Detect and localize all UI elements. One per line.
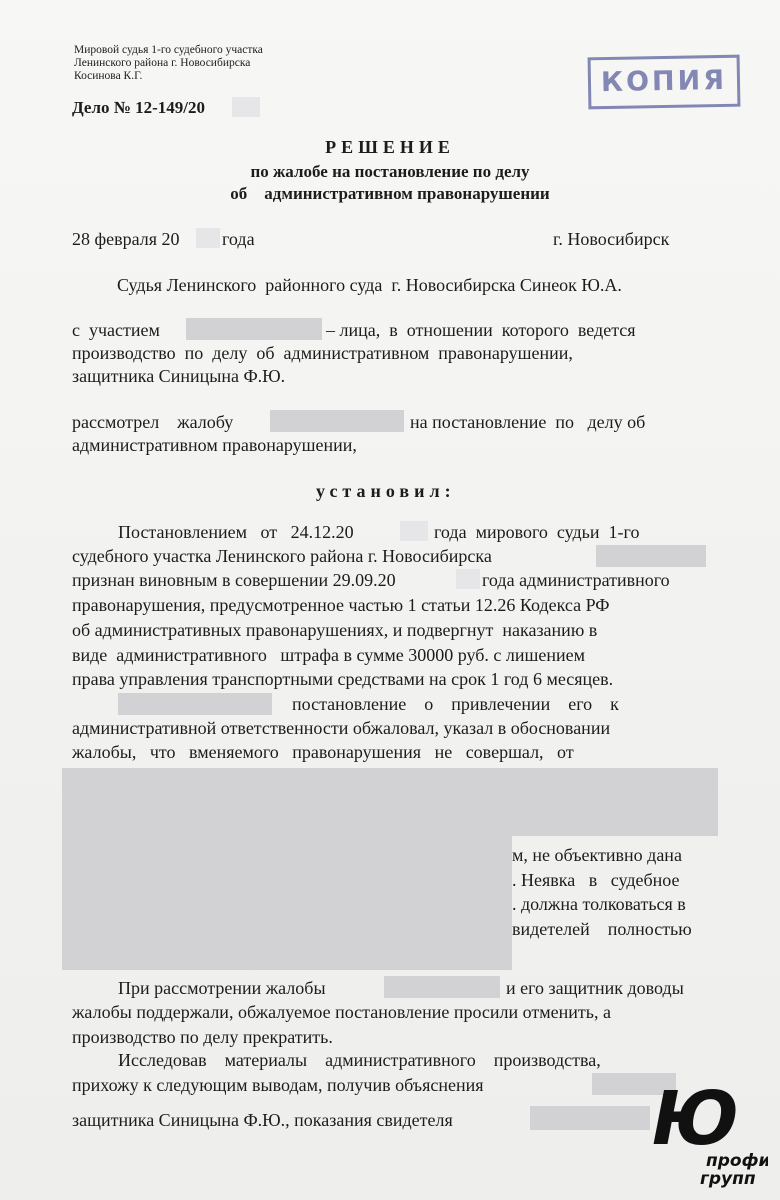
body-fragment: м, не объективно дана: [512, 845, 682, 865]
document-title: РЕШЕНИЕ: [325, 137, 455, 157]
court-header-line: Ленинского района г. Новосибирска: [74, 57, 251, 69]
profi-group-logo: [648, 1080, 768, 1190]
body-line: и его защитник доводы: [506, 978, 684, 998]
body-line: виде административного штрафа в сумме 30000 руб. с лишением: [72, 645, 586, 665]
body-line: постановление о привлечении его к: [292, 694, 619, 714]
redaction: [196, 228, 220, 248]
body-line: защитника Синицына Ф.Ю., показания свидетеля: [72, 1110, 453, 1130]
considered-line: рассмотрел жалобу: [72, 412, 234, 432]
considered-line: административном правонарушении,: [72, 435, 357, 455]
body-line: прихожу к следующим выводам, получив объяснения: [72, 1075, 484, 1095]
participation-line: – лица, в отношении которого ведется: [326, 320, 636, 340]
logo-word: профи: [706, 1151, 768, 1171]
redaction-block: [62, 836, 512, 970]
decision-city: г. Новосибирск: [553, 229, 670, 249]
body-line: Постановлением от 24.12.20: [118, 522, 354, 542]
body-line: жалобы, что вменяемого правонарушения не совершал, от: [72, 742, 574, 762]
decision-date-year-word: года: [222, 229, 255, 249]
logo-word: групп: [700, 1169, 756, 1189]
body-fragment: . Неявка в судебное: [512, 870, 680, 890]
body-line: судебного участка Ленинского района г. Новосибирска: [72, 546, 492, 566]
body-line: жалобы поддержали, обжалуемое постановление просили отменить, а: [72, 1002, 611, 1022]
logo-mark: Ю: [652, 1080, 739, 1162]
body-line: производство по делу прекратить.: [72, 1027, 333, 1047]
redaction: [118, 693, 272, 715]
established-heading: установил:: [316, 481, 456, 501]
redaction: [186, 318, 322, 340]
participation-line: с участием: [72, 320, 160, 340]
decision-date: 28 февраля 20: [72, 229, 180, 249]
redaction: [400, 521, 428, 541]
body-fragment: видетелей полностью: [512, 919, 692, 939]
considered-line: на постановление по делу об: [410, 412, 646, 432]
document-subtitle: по жалобе на постановление по делу: [250, 162, 530, 181]
court-header-line: Мировой судья 1-го судебного участка: [74, 44, 263, 56]
participation-line: производство по делу об административном правонарушении,: [72, 343, 573, 363]
redaction: [456, 569, 480, 589]
participation-line: защитника Синицына Ф.Ю.: [72, 366, 286, 386]
body-line: об административных правонарушениях, и подвергнут наказанию в: [72, 620, 598, 640]
court-header: [74, 44, 263, 83]
body-line: правонарушения, предусмотренное частью 1 статьи 12.26 Кодекса РФ: [72, 595, 610, 615]
copy-stamp: КОПИЯ: [588, 55, 741, 110]
redaction: [270, 410, 404, 432]
body-line: года мирового судьи 1-го: [434, 522, 640, 542]
redaction-block: [62, 768, 718, 836]
logo-mark-icon: [648, 1080, 768, 1190]
body-line: права управления транспортными средствами на срок 1 год 6 месяцев.: [72, 669, 614, 689]
body-line: года административного: [482, 570, 670, 590]
redaction: [596, 545, 706, 567]
redaction: [384, 976, 500, 998]
body-line: При рассмотрении жалобы: [118, 978, 326, 998]
case-number: Дело № 12-149/20: [72, 98, 205, 117]
body-fragment: . должна толковаться в: [512, 894, 686, 914]
body-line: административной ответственности обжаловал, указал в обосновании: [72, 718, 611, 738]
body-line: Исследовав материалы административного производства,: [118, 1050, 601, 1070]
redaction: [232, 97, 260, 117]
court-header-line: Косинова К.Г.: [74, 70, 143, 82]
redaction: [530, 1106, 650, 1130]
document-subtitle: об административном правонарушении: [230, 184, 550, 203]
body-line: признан виновным в совершении 29.09.20: [72, 570, 396, 590]
judge-line: Судья Ленинского районного суда г. Новосибирска Синеок Ю.А.: [117, 275, 622, 295]
